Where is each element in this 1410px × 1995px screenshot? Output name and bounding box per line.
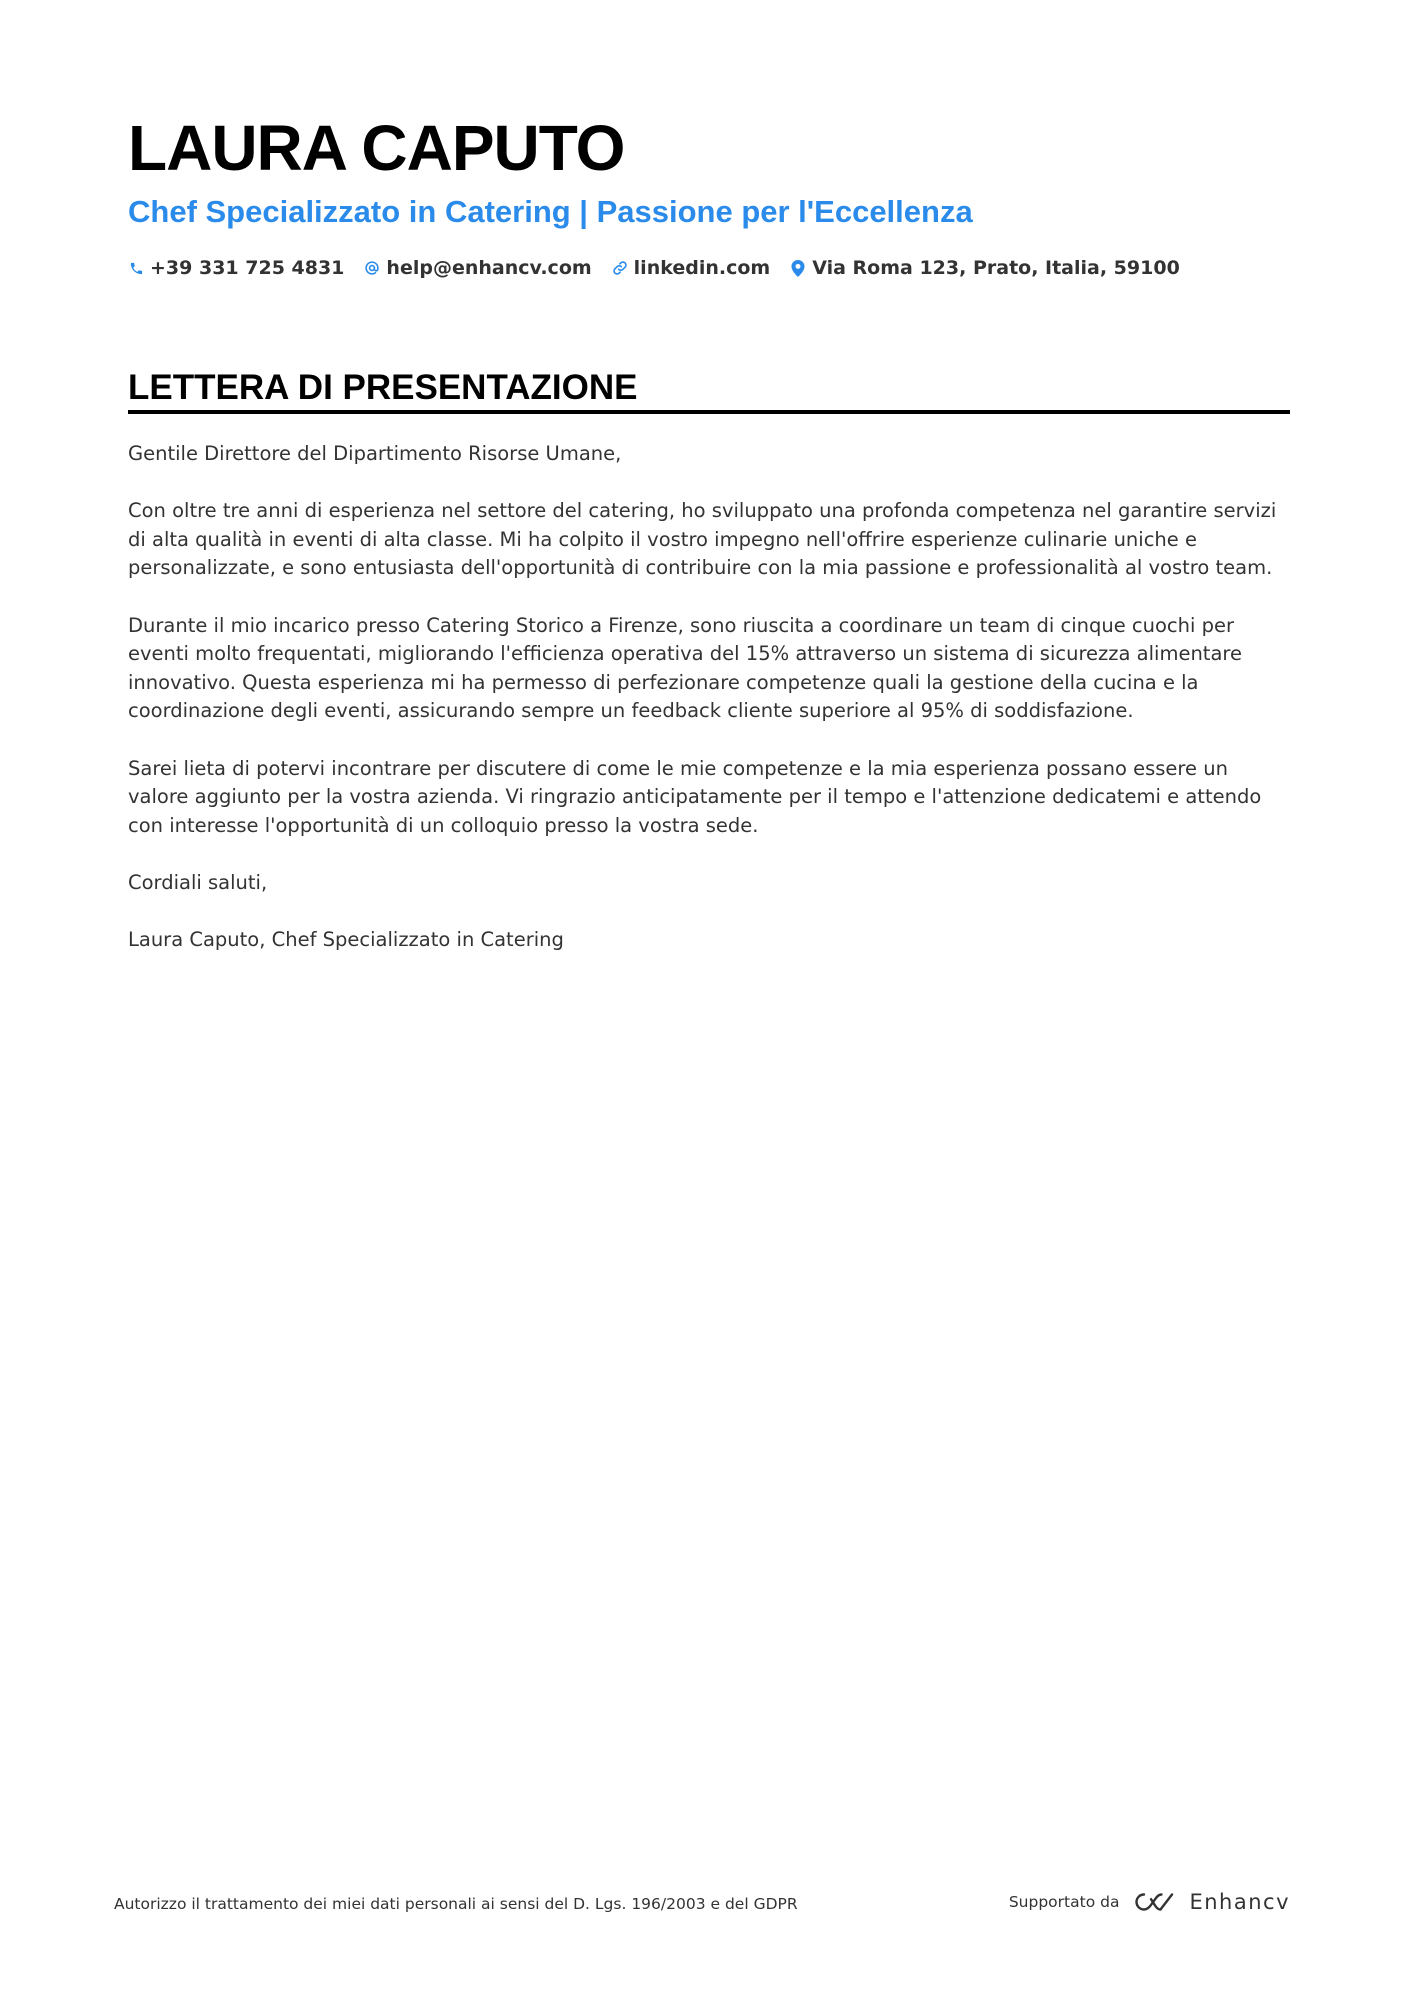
footer-consent: Autorizzo il trattamento dei miei dati personali ai sensi del D. Lgs. 196/2003 e del GDPR [114,1895,798,1913]
contact-phone-text: +39 331 725 4831 [150,257,345,279]
contact-linkedin[interactable] [612,257,771,279]
contact-address [790,257,1180,279]
link-icon [612,260,628,276]
letter-body [128,440,1290,983]
phone-icon [128,260,144,276]
letter-paragraph-2: Durante il mio incarico presso Catering Storico a Firenze, sono riuscita a coordinare un team di cinque cuochi per eventi molto frequentati, migliorando l'efficienza operativa del 15% attraverso un sistema di sicurezza alimentare innovativo. Questa esperienza mi ha permesso di perfezionare competenze quali la gestione della cucina e la coordinazione degli eventi, assicurando sempre un feedback cliente superiore al 95% di soddisfazione. [128,613,1242,723]
contact-bar [128,253,1200,283]
section-divider [128,410,1290,414]
candidate-name: LAURA CAPUTO [128,112,625,184]
contact-email[interactable] [364,257,591,279]
contact-address-text: Via Roma 123, Prato, Italia, 59100 [812,257,1180,279]
letter-paragraph-3: Sarei lieta di potervi incontrare per discutere di come le mie competenze e la mia esperienza possano essere un valore aggiunto per la vostra azienda. Vi ringrazio anticipatamente per il tempo e l'attenzione dedicatemi e attendo con interesse l'opportunità di un colloquio presso la vostra sede. [128,756,1262,837]
enhancv-logo[interactable] [1131,1890,1290,1914]
section-title: LETTERA DI PRESENTAZIONE [128,368,638,407]
enhancv-wordmark: Enhancv [1189,1890,1290,1914]
at-icon [364,260,380,276]
contact-phone[interactable] [128,257,344,279]
location-pin-icon [790,260,806,276]
contact-linkedin-text: linkedin.com [633,257,771,279]
supported-by-label: Supportato da [1008,1893,1120,1911]
candidate-title: Chef Specializzato in Catering | Passione per l'Eccellenza [128,194,973,229]
letter-greeting: Gentile Direttore del Dipartimento Risorse Umane, [128,442,622,465]
contact-email-text: help@enhancv.com [386,257,592,279]
footer-branding[interactable] [1009,1880,1290,1924]
letter-paragraph-1: Con oltre tre anni di esperienza nel settore del catering, ho sviluppato una profonda competenza nel garantire servizi di alta qualità in eventi di alta classe. Mi ha colpito il vostro impegno nell'offrire esperienze culinarie uniche e personalizzate, e sono entusiasta dell'opportunità di contribuire con la mia passione e professionalità al vostro team. [128,499,1277,580]
enhancv-logo-icon [1131,1890,1177,1914]
letter-signature: Laura Caputo, Chef Specializzato in Catering [128,928,564,952]
letter-closing: Cordiali saluti, [128,870,268,894]
